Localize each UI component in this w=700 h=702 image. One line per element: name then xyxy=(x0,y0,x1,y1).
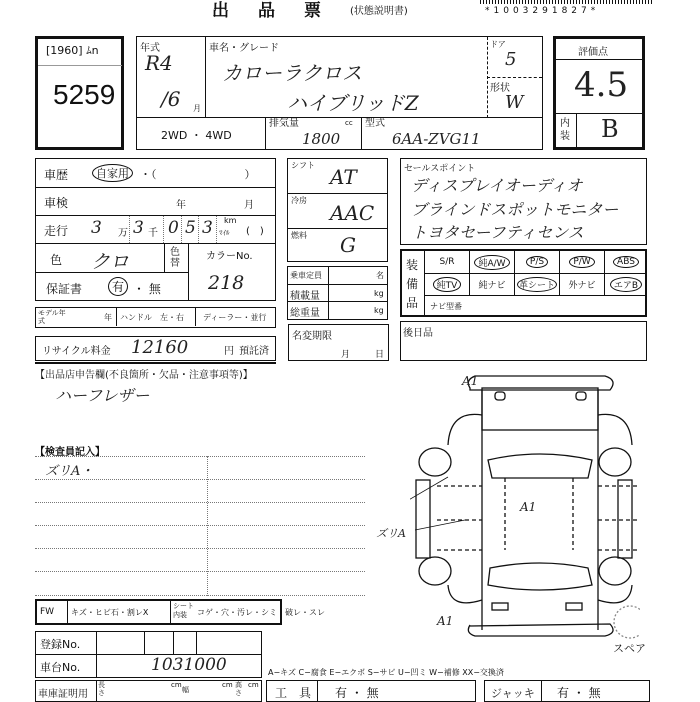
inspection-label: 車検 xyxy=(44,196,69,210)
specs-box xyxy=(287,158,388,262)
sales-point-1: ディスプレイオーディオ xyxy=(411,176,583,195)
width-label: 幅 xyxy=(182,686,189,694)
garage-label: 車庫証明用 xyxy=(38,689,88,700)
month-unit: 月 xyxy=(193,104,201,113)
chassis-label: 車台No. xyxy=(40,661,81,674)
seat-label: シート内装 xyxy=(173,602,194,619)
model-year-unit: 年 xyxy=(104,313,112,322)
tools-box xyxy=(266,680,476,702)
shift-value: AT xyxy=(330,165,357,189)
recycle-deposited: 預託済 xyxy=(239,346,269,357)
model-label: 型式 xyxy=(365,118,385,129)
recycle-amount: 12160 xyxy=(131,337,189,358)
handle-option: ハンドル 左・右 xyxy=(120,313,184,322)
year-label: 年式 xyxy=(140,43,160,54)
equip-ps: P/S xyxy=(515,251,560,274)
barcode xyxy=(480,0,652,4)
equip-ext-navi: 外ナビ xyxy=(560,274,605,296)
capacity-box xyxy=(287,266,388,320)
history-private-circled: 自家用 xyxy=(92,164,133,182)
color-change-label: 色替 xyxy=(170,247,180,269)
equipment-label: 装備品 xyxy=(406,258,419,310)
cc-unit: cc xyxy=(345,119,353,127)
later-items-label: 後日品 xyxy=(403,328,433,339)
shape-value: W xyxy=(505,92,524,113)
equip-airbag: エアB xyxy=(605,274,647,296)
km-unit: km xyxy=(224,216,237,225)
barcode-number: *1003291827* xyxy=(485,6,600,16)
interior-value: B xyxy=(601,115,619,143)
fuel-value: G xyxy=(340,233,356,257)
sales-points-box xyxy=(400,158,647,245)
fuel-label: 燃料 xyxy=(291,231,307,240)
man-unit: 万 xyxy=(118,228,128,239)
length-cm: cm xyxy=(171,681,182,689)
mile-paren: ( ) xyxy=(246,226,264,237)
car-grade: ハイブリッドZ xyxy=(287,91,419,115)
equip-tv: 純TV xyxy=(425,274,470,296)
width-cm: cm xyxy=(222,681,233,689)
inspection-month: 月 xyxy=(244,200,254,211)
damage-mark-rear: A1 xyxy=(462,374,479,388)
equip-abs: ABS xyxy=(605,251,647,274)
mile-unit: ﾏｲﾙ xyxy=(219,229,230,237)
score-value: 4.5 xyxy=(574,65,629,105)
chassis-number: 1031000 xyxy=(151,655,227,675)
name-change-day: 日 xyxy=(375,350,385,360)
mileage-d3: 3 xyxy=(202,218,213,238)
color-no-value: 218 xyxy=(208,272,245,294)
inspector-text: ズリA・ xyxy=(45,464,94,479)
recycle-yen: 円 xyxy=(224,346,234,357)
warranty-no: ・ 無 xyxy=(133,282,161,296)
mileage-sen: 3 xyxy=(133,218,144,238)
model-value: 6AA-ZVG11 xyxy=(392,130,481,148)
shift-label: シフト xyxy=(291,161,315,170)
sales-point-3: トヨタセーフティセンス xyxy=(411,223,584,242)
gross-label: 総重量 xyxy=(290,308,320,319)
inspection-year: 年 xyxy=(176,200,186,211)
sales-point-2: ブラインドスポットモニター xyxy=(411,200,619,219)
warranty-label: 保証書 xyxy=(46,282,83,296)
mileage-d1: 0 xyxy=(168,218,179,238)
history-box xyxy=(35,158,276,301)
inspector-label: 【検査員記入】 xyxy=(35,447,105,458)
color-no-label: カラーNo. xyxy=(206,251,253,262)
height-label: 高さ xyxy=(235,681,242,697)
fw-label: FW xyxy=(40,607,55,617)
mileage-d2: 5 xyxy=(185,218,196,238)
equip-pw: P/W xyxy=(560,251,605,274)
gross-unit: kg xyxy=(374,306,384,315)
color-value: クロ xyxy=(91,251,130,273)
damage-mark-roof: A1 xyxy=(520,500,537,514)
vehicle-box xyxy=(136,36,543,150)
passengers-label: 乗車定員 xyxy=(290,271,322,280)
door-label: ドア xyxy=(490,40,506,49)
year-value: R4 xyxy=(145,51,173,75)
month-value: /6 xyxy=(161,87,181,111)
lot-number: 5259 xyxy=(53,79,116,110)
equip-sr: S/R xyxy=(425,251,470,274)
load-unit: kg xyxy=(374,289,384,298)
jack-label: ジャッキ xyxy=(491,687,535,700)
equip-navi: 純ナビ xyxy=(470,274,515,296)
load-label: 積載量 xyxy=(290,291,320,302)
mileage-label: 走行 xyxy=(44,224,69,238)
damage-mark-side: ズリA xyxy=(376,527,406,540)
name-change-box xyxy=(288,324,389,361)
seat-items: コゲ・穴・汚レ・シミ・破レ・スレ xyxy=(197,608,325,617)
interior-label: 内装 xyxy=(560,118,570,142)
displacement-label: 排気量 xyxy=(269,118,299,129)
tools-label: 工 具 xyxy=(275,686,312,700)
reg-no-label: 登録No. xyxy=(40,638,81,651)
passengers-unit: 名 xyxy=(376,271,384,280)
seller-notes-text: ハーフレザー xyxy=(55,386,150,405)
garage-row xyxy=(35,680,262,702)
fw-row xyxy=(35,599,325,625)
color-label: 色 xyxy=(50,253,63,267)
displacement-value: 1800 xyxy=(302,130,341,148)
dealer-option: ディーラー・並行 xyxy=(203,313,267,322)
score-label: 評価点 xyxy=(578,47,608,58)
ac-value: AAC xyxy=(330,201,375,225)
damage-legend: A−キズ C−腐食 E−エクボ S−サビ U−凹ミ W−補修 XX−交換済 xyxy=(268,668,504,677)
sheet-subtitle: (状態説明書) xyxy=(350,6,408,17)
model-year-label: モデル年式 xyxy=(38,309,66,325)
spare-label: スペア xyxy=(613,642,646,655)
equip-alloy-wheels: 純A/W xyxy=(470,251,515,274)
sen-unit: 千 xyxy=(148,228,158,239)
length-label: 長さ xyxy=(98,681,105,697)
jack-value: 有 ・ 無 xyxy=(557,686,601,700)
equip-leather: 革シート xyxy=(515,274,560,296)
height-cm: cm xyxy=(248,681,259,689)
sheet-title: 出 品 票 xyxy=(212,1,327,21)
warranty-yes-circled: 有 xyxy=(108,277,128,296)
car-name: カローラクロス xyxy=(222,61,362,85)
lot-code: [1960] ﾑn xyxy=(46,44,99,57)
equipment-box xyxy=(400,249,647,317)
recycle-label: リサイクル料金 xyxy=(42,346,111,357)
history-label: 車歴 xyxy=(44,168,69,182)
score-box xyxy=(553,36,645,150)
mileage-man: 3 xyxy=(91,218,102,238)
lot-box xyxy=(35,36,124,150)
navi-model-label: ナビ型番 xyxy=(430,302,462,311)
name-change-label: 名変期限 xyxy=(292,331,332,342)
model-row xyxy=(35,307,276,328)
name-label: 車名・グレード xyxy=(209,43,279,54)
registration-box xyxy=(35,631,262,678)
name-change-month: 月 xyxy=(341,350,351,360)
sales-points-label: セールスポイント xyxy=(404,164,476,174)
tools-value: 有 ・ 無 xyxy=(335,686,379,700)
recycle-row xyxy=(35,336,276,361)
fw-items: キズ・ヒビ石・割レX xyxy=(71,608,149,617)
jack-box xyxy=(484,680,650,702)
later-items-box xyxy=(400,321,647,361)
shape-label: 形状 xyxy=(490,83,510,94)
ac-label: 冷房 xyxy=(291,196,307,205)
seller-notes-label: 【出品店申告欄(不良箇所・欠品・注意事項等)】 xyxy=(35,370,253,381)
damage-mark-front: A1 xyxy=(437,614,454,628)
drive-type: 2WD ・ 4WD xyxy=(161,129,232,142)
door-value: 5 xyxy=(505,49,517,70)
history-other: ・（ ） xyxy=(140,168,256,181)
